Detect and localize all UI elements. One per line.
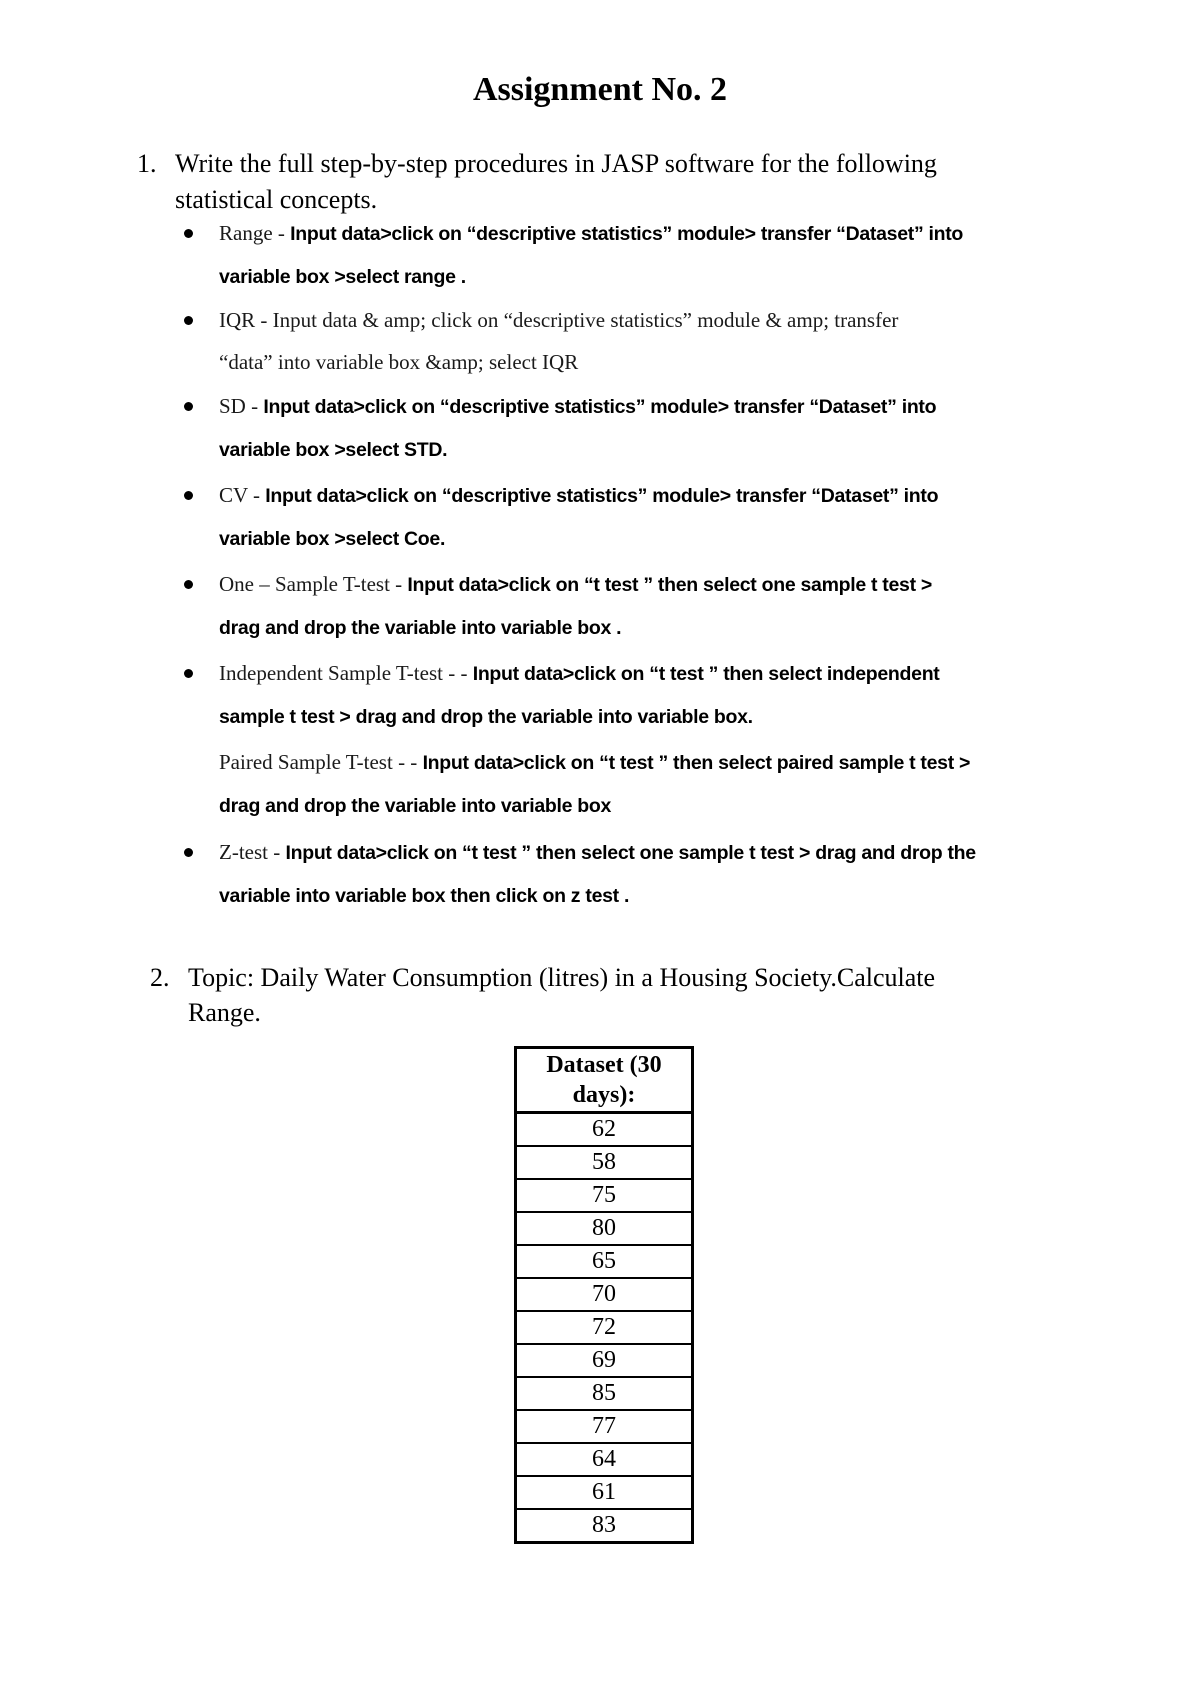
item-one-sample-procedure: Input data>click on “t test ” then select one sample t test > bbox=[407, 574, 932, 596]
table-cell: 77 bbox=[516, 1410, 693, 1443]
table-row bbox=[516, 1410, 693, 1443]
table-row bbox=[516, 1113, 693, 1147]
item-sd-line-2: variable box >select STD. bbox=[219, 439, 448, 461]
table-cell: 64 bbox=[516, 1443, 693, 1476]
item-paired-label: Paired Sample T-test - - bbox=[219, 750, 423, 774]
table-row bbox=[516, 1146, 693, 1179]
item-cv-line-2: variable box >select Coe. bbox=[219, 528, 446, 550]
table-cell: 69 bbox=[516, 1344, 693, 1377]
table-row bbox=[516, 1245, 693, 1278]
item-ztest-line-2: variable into variable box then click on z test . bbox=[219, 885, 630, 907]
item-paired-line-2: drag and drop the variable into variable box bbox=[219, 795, 612, 817]
item-cv-procedure: Input data>click on “descriptive statistics” module> transfer “Dataset” into bbox=[265, 485, 939, 507]
item-range-label: Range - bbox=[219, 221, 291, 245]
bullet-icon bbox=[184, 848, 193, 857]
item-range-procedure: Input data>click on “descriptive statistics” module> transfer “Dataset” into bbox=[290, 223, 964, 245]
bullet-icon bbox=[184, 229, 193, 238]
table-row bbox=[516, 1212, 693, 1245]
item-iqr-line-1 bbox=[219, 306, 898, 334]
item-sd-procedure: Input data>click on “descriptive statistics” module> transfer “Dataset” into bbox=[263, 396, 937, 418]
item-ztest-procedure: Input data>click on “t test ” then select one sample t test > drag and drop the bbox=[285, 842, 976, 864]
item-iqr-label: IQR - bbox=[219, 308, 273, 332]
table-row bbox=[516, 1311, 693, 1344]
dataset-table bbox=[514, 1046, 694, 1544]
item-range-line-1 bbox=[219, 219, 963, 248]
table-header-row bbox=[516, 1048, 693, 1113]
table-row bbox=[516, 1179, 693, 1212]
item-range-line-2: variable box >select range . bbox=[219, 266, 466, 288]
table-cell: 83 bbox=[516, 1509, 693, 1543]
question-1-line-2: statistical concepts. bbox=[175, 185, 378, 214]
item-one-sample-label: One – Sample T-test - bbox=[219, 572, 408, 596]
bullet-icon bbox=[184, 491, 193, 500]
item-iqr-line-2: “data” into variable box &amp; select IQR bbox=[219, 350, 579, 374]
table-cell: 80 bbox=[516, 1212, 693, 1245]
item-independent-procedure: Input data>click on “t test ” then select independent bbox=[472, 663, 940, 685]
item-sd-line-1 bbox=[219, 392, 936, 421]
item-paired-procedure: Input data>click on “t test ” then select paired sample t test > bbox=[422, 752, 971, 774]
item-paired-line-1 bbox=[219, 748, 970, 777]
table-cell: 65 bbox=[516, 1245, 693, 1278]
table-row bbox=[516, 1344, 693, 1377]
table-row bbox=[516, 1509, 693, 1543]
question-2-line-2: Range. bbox=[188, 998, 261, 1027]
question-1-line-1: Write the full step-by-step procedures in JASP software for the following bbox=[175, 149, 937, 178]
question-1-number: 1. bbox=[137, 149, 157, 178]
table-cell: 58 bbox=[516, 1146, 693, 1179]
item-cv-label: CV - bbox=[219, 483, 266, 507]
table-cell: 61 bbox=[516, 1476, 693, 1509]
item-independent-line-1 bbox=[219, 659, 940, 688]
table-row bbox=[516, 1377, 693, 1410]
table-header: Dataset (30 days): bbox=[516, 1048, 693, 1113]
item-one-sample-line-2: drag and drop the variable into variable box . bbox=[219, 617, 622, 639]
question-2-line-1: Topic: Daily Water Consumption (litres) in a Housing Society.Calculate bbox=[188, 963, 936, 992]
table-row bbox=[516, 1443, 693, 1476]
item-iqr-procedure: Input data & amp; click on “descriptive statistics” module & amp; transfer bbox=[272, 308, 899, 332]
table-cell: 85 bbox=[516, 1377, 693, 1410]
table-row bbox=[516, 1476, 693, 1509]
table-cell: 72 bbox=[516, 1311, 693, 1344]
item-independent-label: Independent Sample T-test - - bbox=[219, 661, 473, 685]
table-cell: 70 bbox=[516, 1278, 693, 1311]
table-cell: 75 bbox=[516, 1179, 693, 1212]
table-cell: 62 bbox=[516, 1113, 693, 1147]
bullet-icon bbox=[184, 316, 193, 325]
assignment-title: Assignment No. 2 bbox=[472, 71, 728, 108]
bullet-icon bbox=[184, 669, 193, 678]
item-sd-label: SD - bbox=[219, 394, 264, 418]
bullet-icon bbox=[184, 402, 193, 411]
item-ztest-line-1 bbox=[219, 838, 976, 867]
item-cv-line-1 bbox=[219, 481, 938, 510]
item-independent-line-2: sample t test > drag and drop the variable into variable box. bbox=[219, 706, 753, 728]
question-2-number: 2. bbox=[150, 963, 170, 992]
item-one-sample-line-1 bbox=[219, 570, 932, 599]
item-ztest-label: Z-test - bbox=[219, 840, 286, 864]
bullet-icon bbox=[184, 580, 193, 589]
table-row bbox=[516, 1278, 693, 1311]
